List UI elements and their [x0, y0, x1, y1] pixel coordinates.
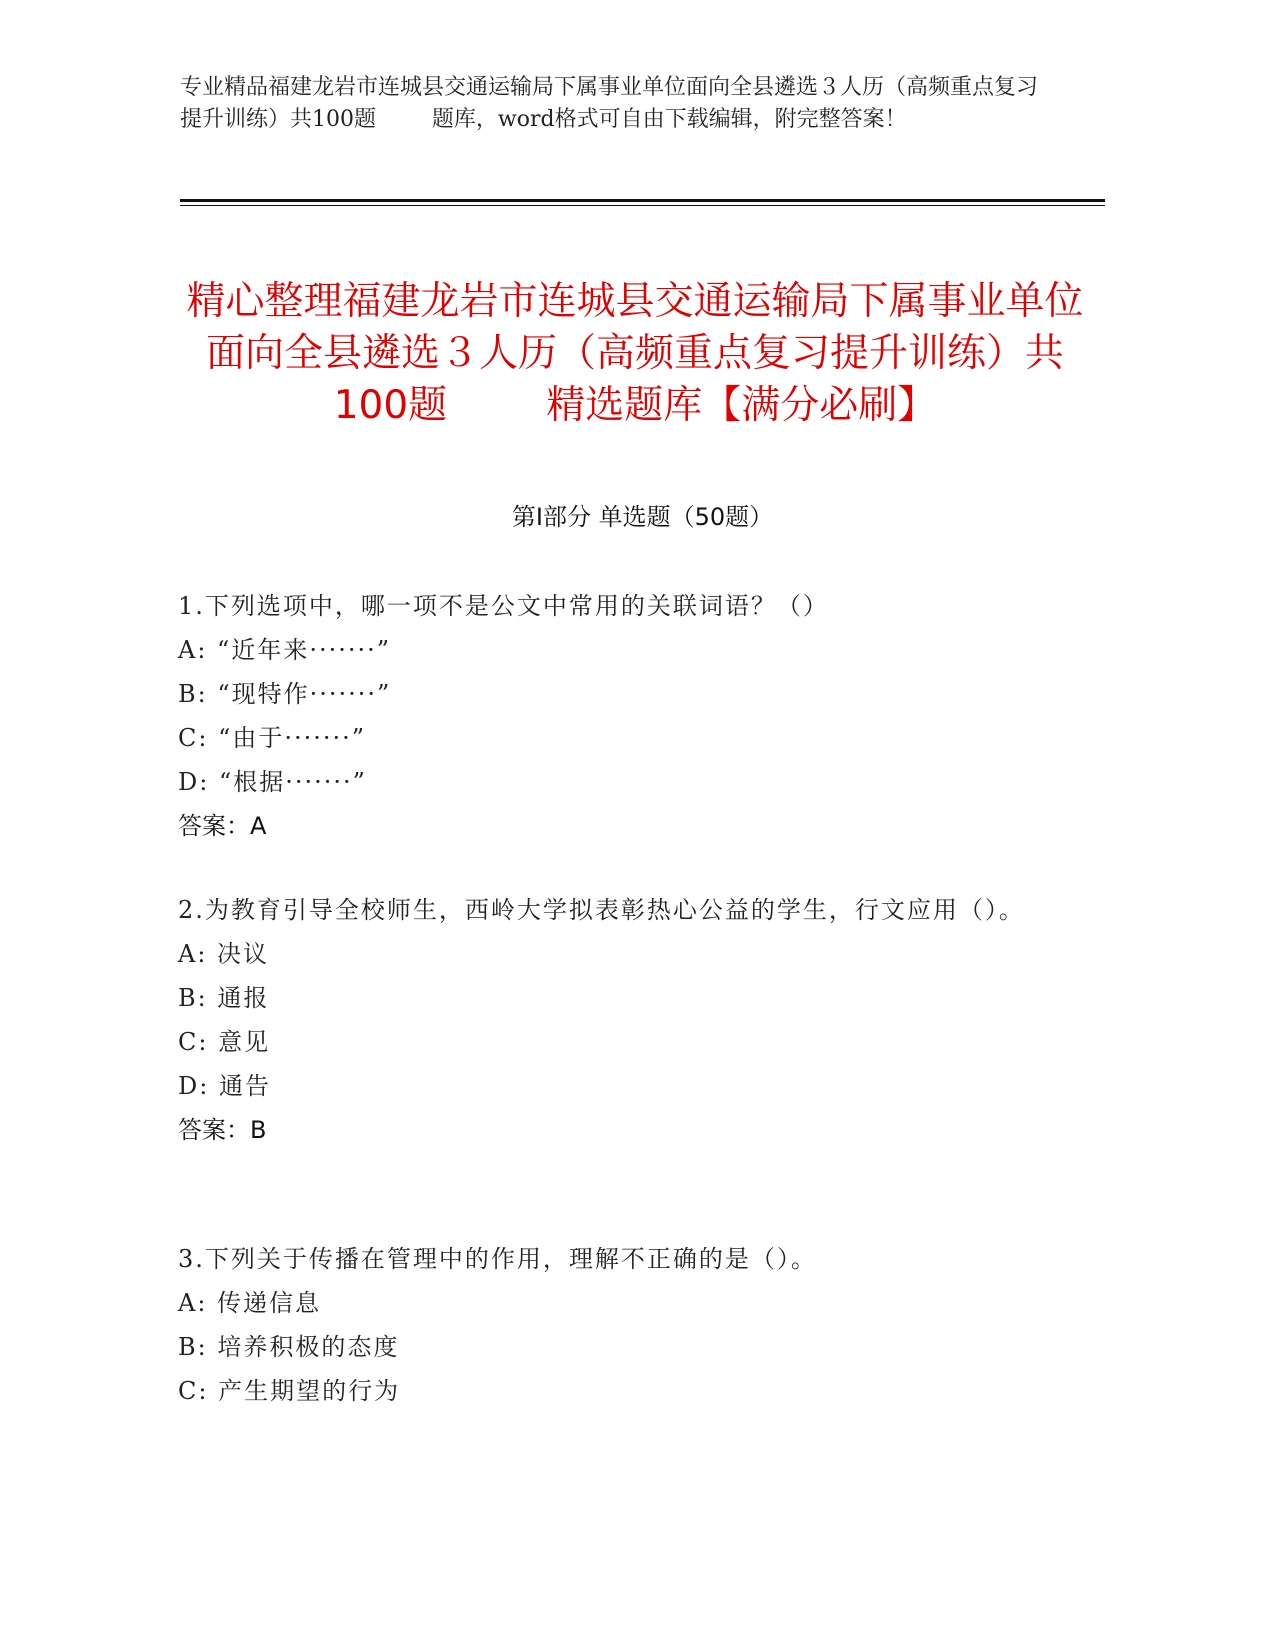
header-divider-thick — [180, 199, 1105, 202]
header-divider-thin — [180, 205, 1105, 206]
option-d: D: “根据·······” — [178, 768, 367, 796]
question-3 — [178, 1237, 1078, 1413]
option-a: A: 传递信息 — [178, 1289, 322, 1317]
option-c: C: 意见 — [178, 1028, 271, 1056]
option-c: C: 产生期望的行为 — [178, 1377, 401, 1405]
question-2 — [178, 888, 1078, 1152]
option-b: B: 通报 — [178, 984, 270, 1012]
option-a: A: 决议 — [178, 940, 270, 968]
question-1 — [178, 584, 1078, 848]
option-c: C: “由于·······” — [178, 724, 367, 752]
option-d: D: 通告 — [178, 1072, 271, 1100]
option-a: A: “近年来·······” — [178, 636, 391, 664]
section-title: 第Ⅰ部分 单选题（50题） — [511, 503, 774, 531]
answer: 答案：A — [178, 812, 267, 840]
answer: 答案：B — [178, 1116, 267, 1144]
question-stem: 1.下列选项中，哪一项不是公文中常用的关联词语？（） — [178, 592, 829, 620]
document-title: 精心整理福建龙岩市连城县交通运输局下属事业单位面向全县遴选３人历（高频重点复习提升训练）共100题 精选题库【满分必刷】 — [186, 279, 1084, 429]
option-b: B: 培养积极的态度 — [178, 1333, 400, 1361]
question-stem: 3.下列关于传播在管理中的作用，理解不正确的是（）。 — [178, 1245, 817, 1273]
page-header: 专业精品福建龙岩市连城县交通运输局下属事业单位面向全县遴选３人历（高频重点复习提升训练）共100题 题库，word格式可自由下载编辑，附完整答案！ — [180, 75, 1039, 132]
option-b: B: “现特作·······” — [178, 680, 392, 708]
question-stem: 2.为教育引导全校师生，西岭大学拟表彰热心公益的学生，行文应用（）。 — [178, 896, 1025, 924]
